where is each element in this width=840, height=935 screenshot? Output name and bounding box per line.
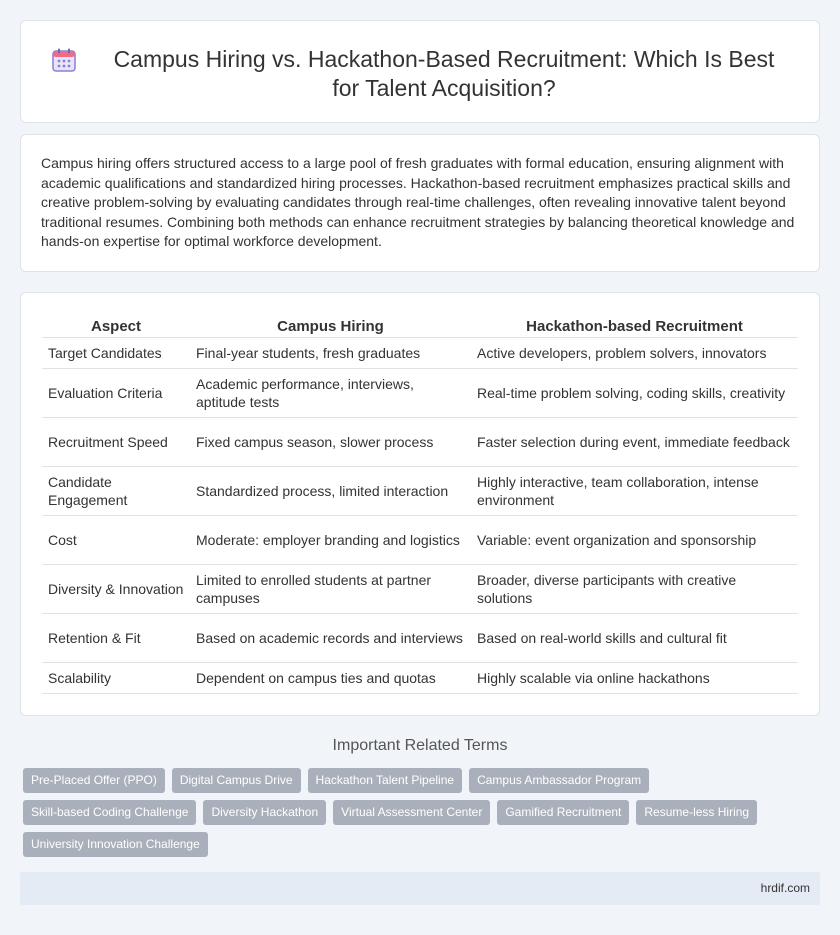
row-aspect: Recruitment Speed <box>42 418 190 467</box>
row-aspect: Cost <box>42 516 190 565</box>
row-hackathon: Broader, diverse participants with creative solutions <box>471 565 798 614</box>
row-aspect: Target Candidates <box>42 338 190 369</box>
table-row <box>42 614 798 663</box>
table-row <box>42 467 798 516</box>
related-term-tag[interactable]: Resume-less Hiring <box>636 800 757 825</box>
related-term-tag[interactable]: Hackathon Talent Pipeline <box>308 768 463 793</box>
row-hackathon: Highly interactive, team collaboration, intense environment <box>471 467 798 516</box>
comparison-table-card <box>20 292 820 716</box>
row-campus: Standardized process, limited interaction <box>190 467 471 516</box>
header-campus-hiring: Campus Hiring <box>190 315 471 338</box>
intro-card <box>20 134 820 272</box>
related-term-tag[interactable]: Gamified Recruitment <box>497 800 629 825</box>
row-hackathon: Faster selection during event, immediate feedback <box>471 418 798 467</box>
row-aspect: Diversity & Innovation <box>42 565 190 614</box>
footer-site-link[interactable]: hrdif.com <box>760 881 810 895</box>
related-terms-heading: Important Related Terms <box>332 737 508 754</box>
table-row <box>42 418 798 467</box>
comparison-table <box>42 315 798 694</box>
related-term-tag[interactable]: University Innovation Challenge <box>23 832 208 857</box>
row-campus: Dependent on campus ties and quotas <box>190 663 471 694</box>
row-hackathon: Active developers, problem solvers, innovators <box>471 338 798 369</box>
row-hackathon: Real-time problem solving, coding skills, creativity <box>471 369 798 418</box>
row-aspect: Candidate Engagement <box>42 467 190 516</box>
related-terms-list <box>23 768 823 864</box>
intro-paragraph: Campus hiring offers structured access to a large pool of fresh graduates with formal education, ensuring alignment with academic qualifications and standardized hiring processes. Hackathon-based recruitment emphasizes practical skills and creative problem-solving by evaluating candidates through real-time challenges, often revealing innovative talent beyond traditional resumes. Combining both methods can enhance recruitment strategies by balancing theoretical knowledge and hands-on expertise for optimal workforce development. <box>41 155 795 249</box>
table-row <box>42 516 798 565</box>
row-campus: Academic performance, interviews, aptitude tests <box>190 369 471 418</box>
related-term-tag[interactable]: Pre-Placed Offer (PPO) <box>23 768 165 793</box>
related-term-tag[interactable]: Virtual Assessment Center <box>333 800 490 825</box>
title-card <box>20 20 820 123</box>
table-row <box>42 565 798 614</box>
row-campus: Final-year students, fresh graduates <box>190 338 471 369</box>
row-campus: Moderate: employer branding and logistics <box>190 516 471 565</box>
related-term-tag[interactable]: Digital Campus Drive <box>172 768 301 793</box>
row-campus: Limited to enrolled students at partner campuses <box>190 565 471 614</box>
page-title: Campus Hiring vs. Hackathon-Based Recruitment: Which Is Best for Talent Acquisition? <box>113 46 775 101</box>
related-term-tag[interactable]: Diversity Hackathon <box>203 800 326 825</box>
calendar-icon <box>51 47 77 73</box>
related-term-tag[interactable]: Skill-based Coding Challenge <box>23 800 196 825</box>
table-header-row <box>42 315 798 338</box>
header-aspect: Aspect <box>42 315 190 338</box>
row-aspect: Evaluation Criteria <box>42 369 190 418</box>
table-row <box>42 663 798 694</box>
row-aspect: Scalability <box>42 663 190 694</box>
row-hackathon: Based on real-world skills and cultural fit <box>471 614 798 663</box>
table-row <box>42 338 798 369</box>
footer <box>20 872 820 905</box>
table-row <box>42 369 798 418</box>
row-campus: Fixed campus season, slower process <box>190 418 471 467</box>
title-wrap <box>21 21 819 103</box>
row-hackathon: Highly scalable via online hackathons <box>471 663 798 694</box>
row-aspect: Retention & Fit <box>42 614 190 663</box>
header-hackathon: Hackathon-based Recruitment <box>471 315 798 338</box>
row-campus: Based on academic records and interviews <box>190 614 471 663</box>
row-hackathon: Variable: event organization and sponsorship <box>471 516 798 565</box>
related-term-tag[interactable]: Campus Ambassador Program <box>469 768 649 793</box>
